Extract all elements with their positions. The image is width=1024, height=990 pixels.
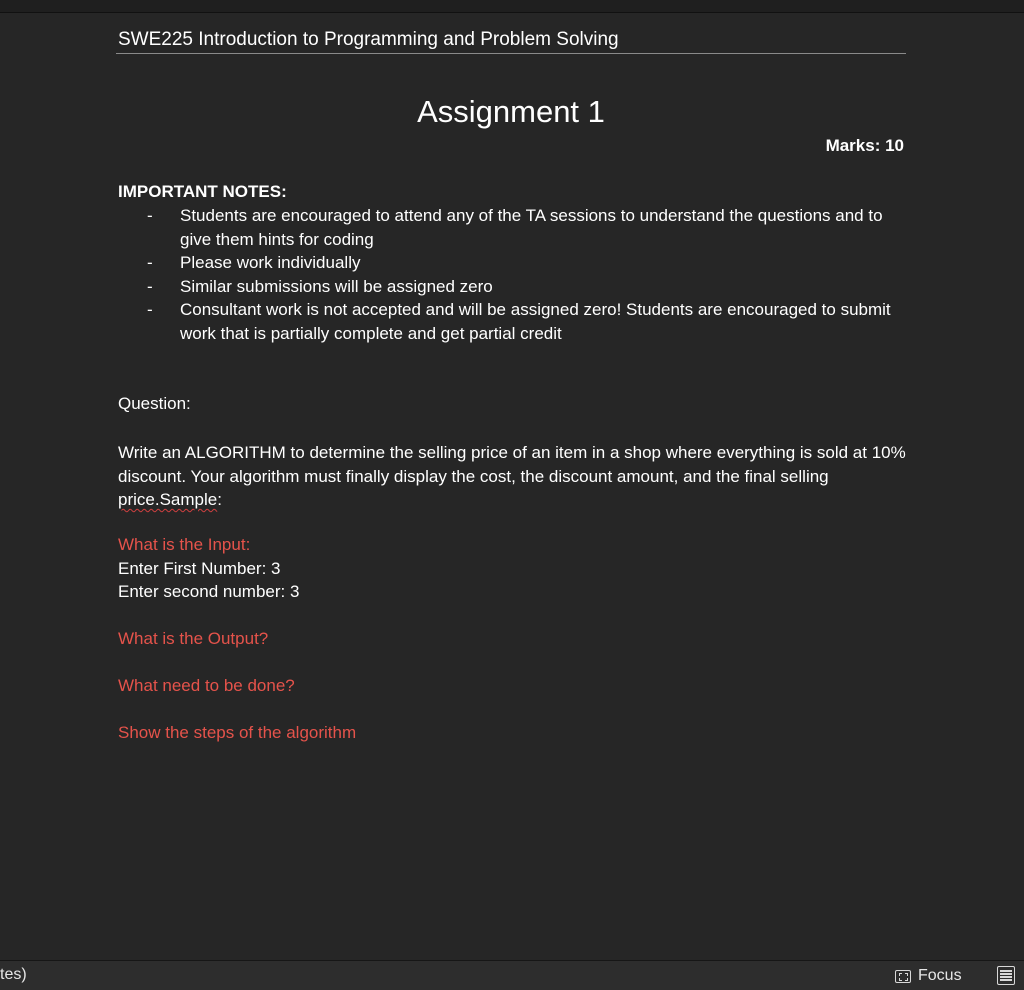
question-label: Question: (118, 394, 191, 413)
note-item (118, 298, 908, 345)
note-text: Students are encouraged to attend any of the TA sessions to understand the questions and to give them hints for coding (180, 206, 883, 249)
list-dash: - (147, 253, 153, 272)
note-item (118, 204, 908, 251)
input-heading: What is the Input: (118, 535, 251, 554)
focus-button[interactable] (895, 966, 962, 986)
question-text (118, 441, 908, 512)
status-bar (0, 960, 1024, 990)
note-text: Similar submissions will be assigned zero (180, 276, 493, 296)
note-item (118, 275, 908, 299)
document-view-icon[interactable] (997, 966, 1015, 985)
note-item (118, 251, 908, 275)
input-line-2: Enter second number: 3 (118, 582, 300, 601)
document-page[interactable] (118, 12, 908, 960)
list-dash: - (147, 276, 153, 296)
spellcheck-flagged-word: price.Sample (118, 490, 218, 509)
todo-heading: What need to be done? (118, 676, 295, 695)
note-text: Please work individually (180, 253, 361, 272)
notes-list (118, 204, 908, 345)
note-text: Consultant work is not accepted and will be assigned zero! Students are encouraged to submit work that is partially complete and get partial credit (180, 300, 891, 343)
list-dash: - (147, 300, 153, 319)
steps-heading: Show the steps of the algorithm (118, 723, 357, 742)
list-dash: - (147, 206, 153, 225)
marks-label: Marks: 10 (825, 136, 904, 155)
input-line-1: Enter First Number: 3 (118, 559, 281, 578)
focus-icon (895, 970, 911, 983)
assignment-title: Assignment 1 (417, 94, 605, 129)
focus-label: Focus (918, 967, 962, 984)
output-heading: What is the Output? (118, 629, 269, 648)
header-divider (116, 53, 906, 54)
notes-heading: IMPORTANT NOTES: (118, 182, 287, 201)
question-text-main: Write an ALGORITHM to determine the selling price of an item in a shop where everything is sold at 10% discount. Your algorithm must finally display the cost, the discount amount, and the final selling (118, 443, 906, 486)
question-text-end: : (217, 490, 222, 509)
course-title: SWE225 Introduction to Programming and Problem Solving (118, 29, 619, 50)
status-left-text: tes) (0, 966, 27, 983)
